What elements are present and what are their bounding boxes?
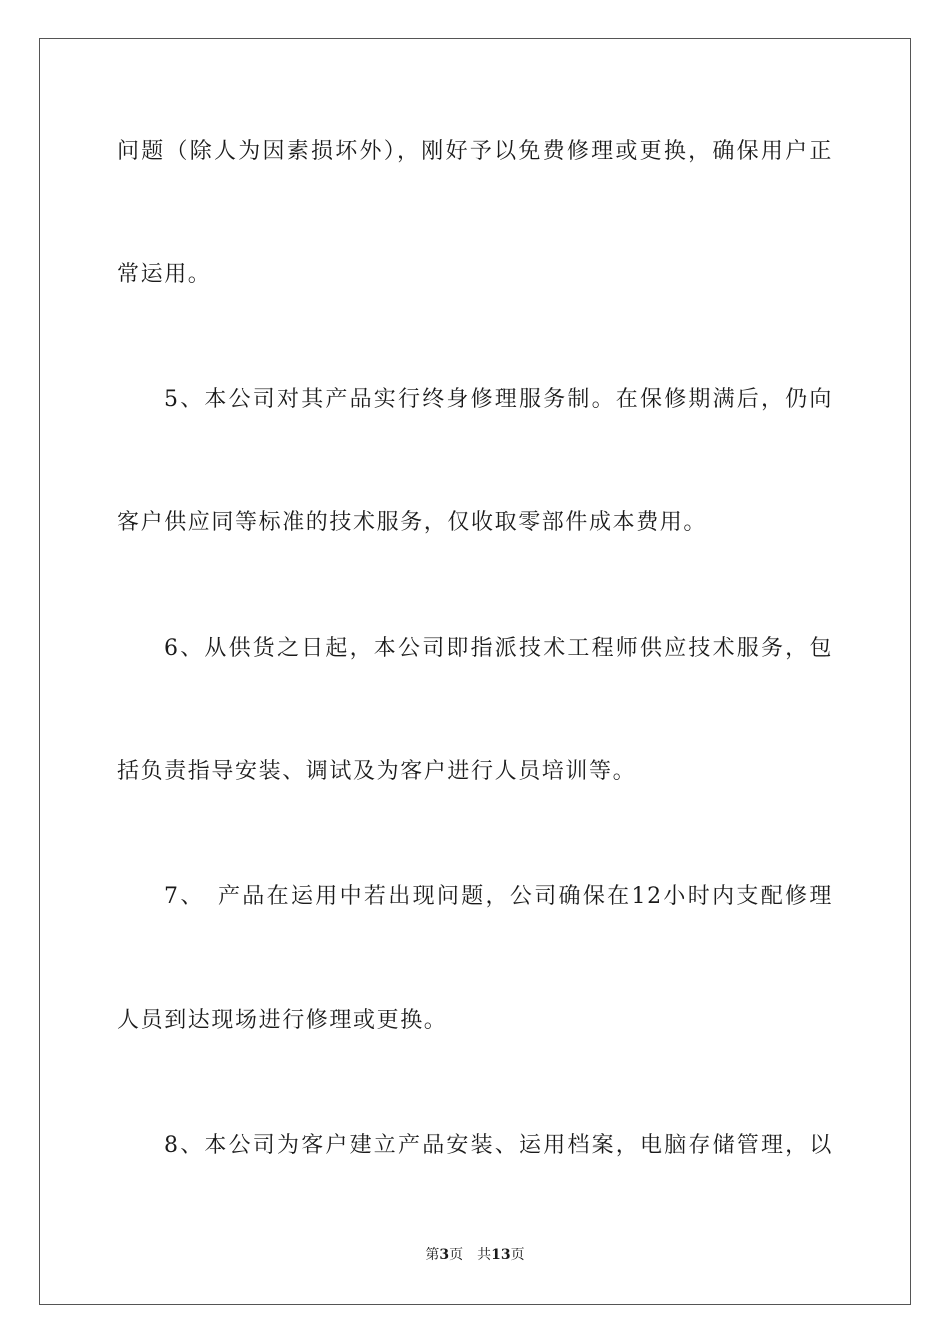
page-total: 13 <box>491 1247 511 1263</box>
page-current: 3 <box>439 1247 450 1263</box>
page-prefix: 第 <box>425 1247 440 1263</box>
paragraph-line: 人员到达现场进行修理或更换。 <box>117 1008 448 1033</box>
paragraph-line: 括负责指导安装、调试及为客户进行人员培训等。 <box>117 759 637 784</box>
page-border <box>39 38 911 1305</box>
paragraph-line: 5、本公司对其产品实行终身修理服务制。在保修期满后，仍向 <box>164 387 833 412</box>
paragraph-line: 客户供应同等标准的技术服务，仅收取零部件成本费用。 <box>117 510 708 535</box>
paragraph-line: 问题（除人为因素损坏外），刚好予以免费修理或更换，确保用户正 <box>117 139 833 164</box>
page-suffix: 页 <box>449 1247 464 1263</box>
total-prefix: 共 <box>477 1247 492 1263</box>
paragraph-line: 6、从供货之日起，本公司即指派技术工程师供应技术服务，包 <box>164 636 833 661</box>
paragraph-line: 7、 产品在运用中若出现问题，公司确保在12小时内支配修理 <box>164 884 833 909</box>
page-footer <box>0 1245 950 1265</box>
paragraph-line: 常运用。 <box>117 262 212 287</box>
paragraph-line: 8、本公司为客户建立产品安装、运用档案，电脑存储管理，以 <box>164 1133 833 1158</box>
total-suffix: 页 <box>510 1247 525 1263</box>
